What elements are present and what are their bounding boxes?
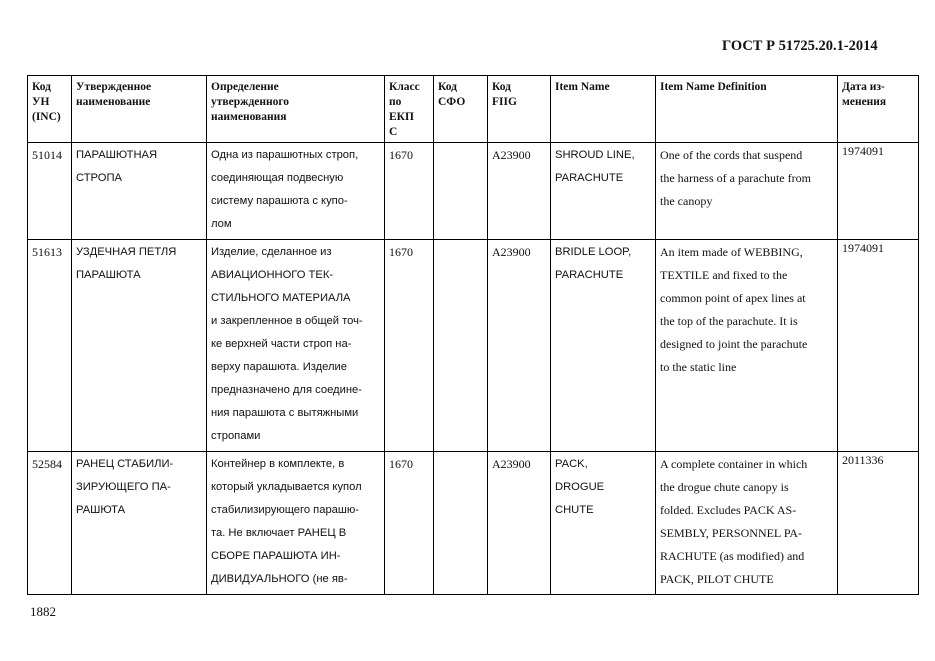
cell-inc: 51613 (28, 240, 72, 452)
classification-table (27, 75, 919, 595)
cell-name: УЗДЕЧНАЯ ПЕТЛЯ ПАРАШЮТА (72, 240, 207, 452)
column-header-sfo: Код СФО (434, 76, 488, 143)
column-header-item-name: Item Name (551, 76, 656, 143)
table-row (28, 452, 919, 595)
cell-name: РАНЕЦ СТАБИЛИ- ЗИРУЮЩЕГО ПА- РАШЮТА (72, 452, 207, 595)
cell-item-name: PACK, DROGUE CHUTE (551, 452, 656, 595)
cell-fiig: A23900 (488, 143, 551, 240)
cell-inc: 51014 (28, 143, 72, 240)
cell-fiig: A23900 (488, 240, 551, 452)
cell-definition: Изделие, сделанное из АВИАЦИОННОГО ТЕК- СТИЛЬНОГО МАТЕРИАЛА и закрепленное в общей точ- ке верхней части строп на- верху парашюта. Изделие предназначено для соедине- ния парашюта с вытяжными стропами (207, 240, 385, 452)
column-header-inc: Код УН (INC) (28, 76, 72, 143)
column-header-name: Утвержденное наименование (72, 76, 207, 143)
column-header-definition: Определение утвержденного наименования (207, 76, 385, 143)
cell-sfo (434, 240, 488, 452)
cell-item-definition: A complete container in which the drogue chute canopy is folded. Excludes PACK AS- SEMBLY, PERSONNEL PA- RACHUTE (as modified) and PACK, PILOT CHUTE (656, 452, 838, 595)
document-header: ГОСТ Р 51725.20.1-2014 (722, 38, 878, 54)
cell-definition: Одна из парашютных строп, соединяющая подвесную систему парашюта с купо- лом (207, 143, 385, 240)
cell-item-name: SHROUD LINE, PARACHUTE (551, 143, 656, 240)
column-header-item-definition: Item Name Definition (656, 76, 838, 143)
column-header-class: Класс по ЕКП С (385, 76, 434, 143)
cell-class: 1670 (385, 240, 434, 452)
cell-name: ПАРАШЮТНАЯ СТРОПА (72, 143, 207, 240)
cell-sfo (434, 452, 488, 595)
cell-definition: Контейнер в комплекте, в который укладывается купол стабилизирующего парашю- та. Не включает РАНЕЦ В СБОРЕ ПАРАШЮТА ИН- ДИВИДУАЛЬНОГО (не яв- (207, 452, 385, 595)
cell-item-definition: An item made of WEBBING, TEXTILE and fixed to the common point of apex lines at the top of the parachute. It is designed to joint the parachute to the static line (656, 240, 838, 452)
cell-item-name: BRIDLE LOOP, PARACHUTE (551, 240, 656, 452)
table-row (28, 143, 919, 240)
cell-fiig: A23900 (488, 452, 551, 595)
table-row (28, 240, 919, 452)
cell-sfo (434, 143, 488, 240)
cell-date: 1974091 (838, 143, 919, 240)
column-header-date: Дата из- менения (838, 76, 919, 143)
page-number: 1882 (30, 604, 56, 619)
cell-item-definition: One of the cords that suspend the harness of a parachute from the canopy (656, 143, 838, 240)
cell-class: 1670 (385, 452, 434, 595)
table-header-row (28, 76, 919, 143)
cell-date: 2011336 (838, 452, 919, 595)
cell-date: 1974091 (838, 240, 919, 452)
cell-inc: 52584 (28, 452, 72, 595)
cell-class: 1670 (385, 143, 434, 240)
column-header-fiig: Код FIIG (488, 76, 551, 143)
